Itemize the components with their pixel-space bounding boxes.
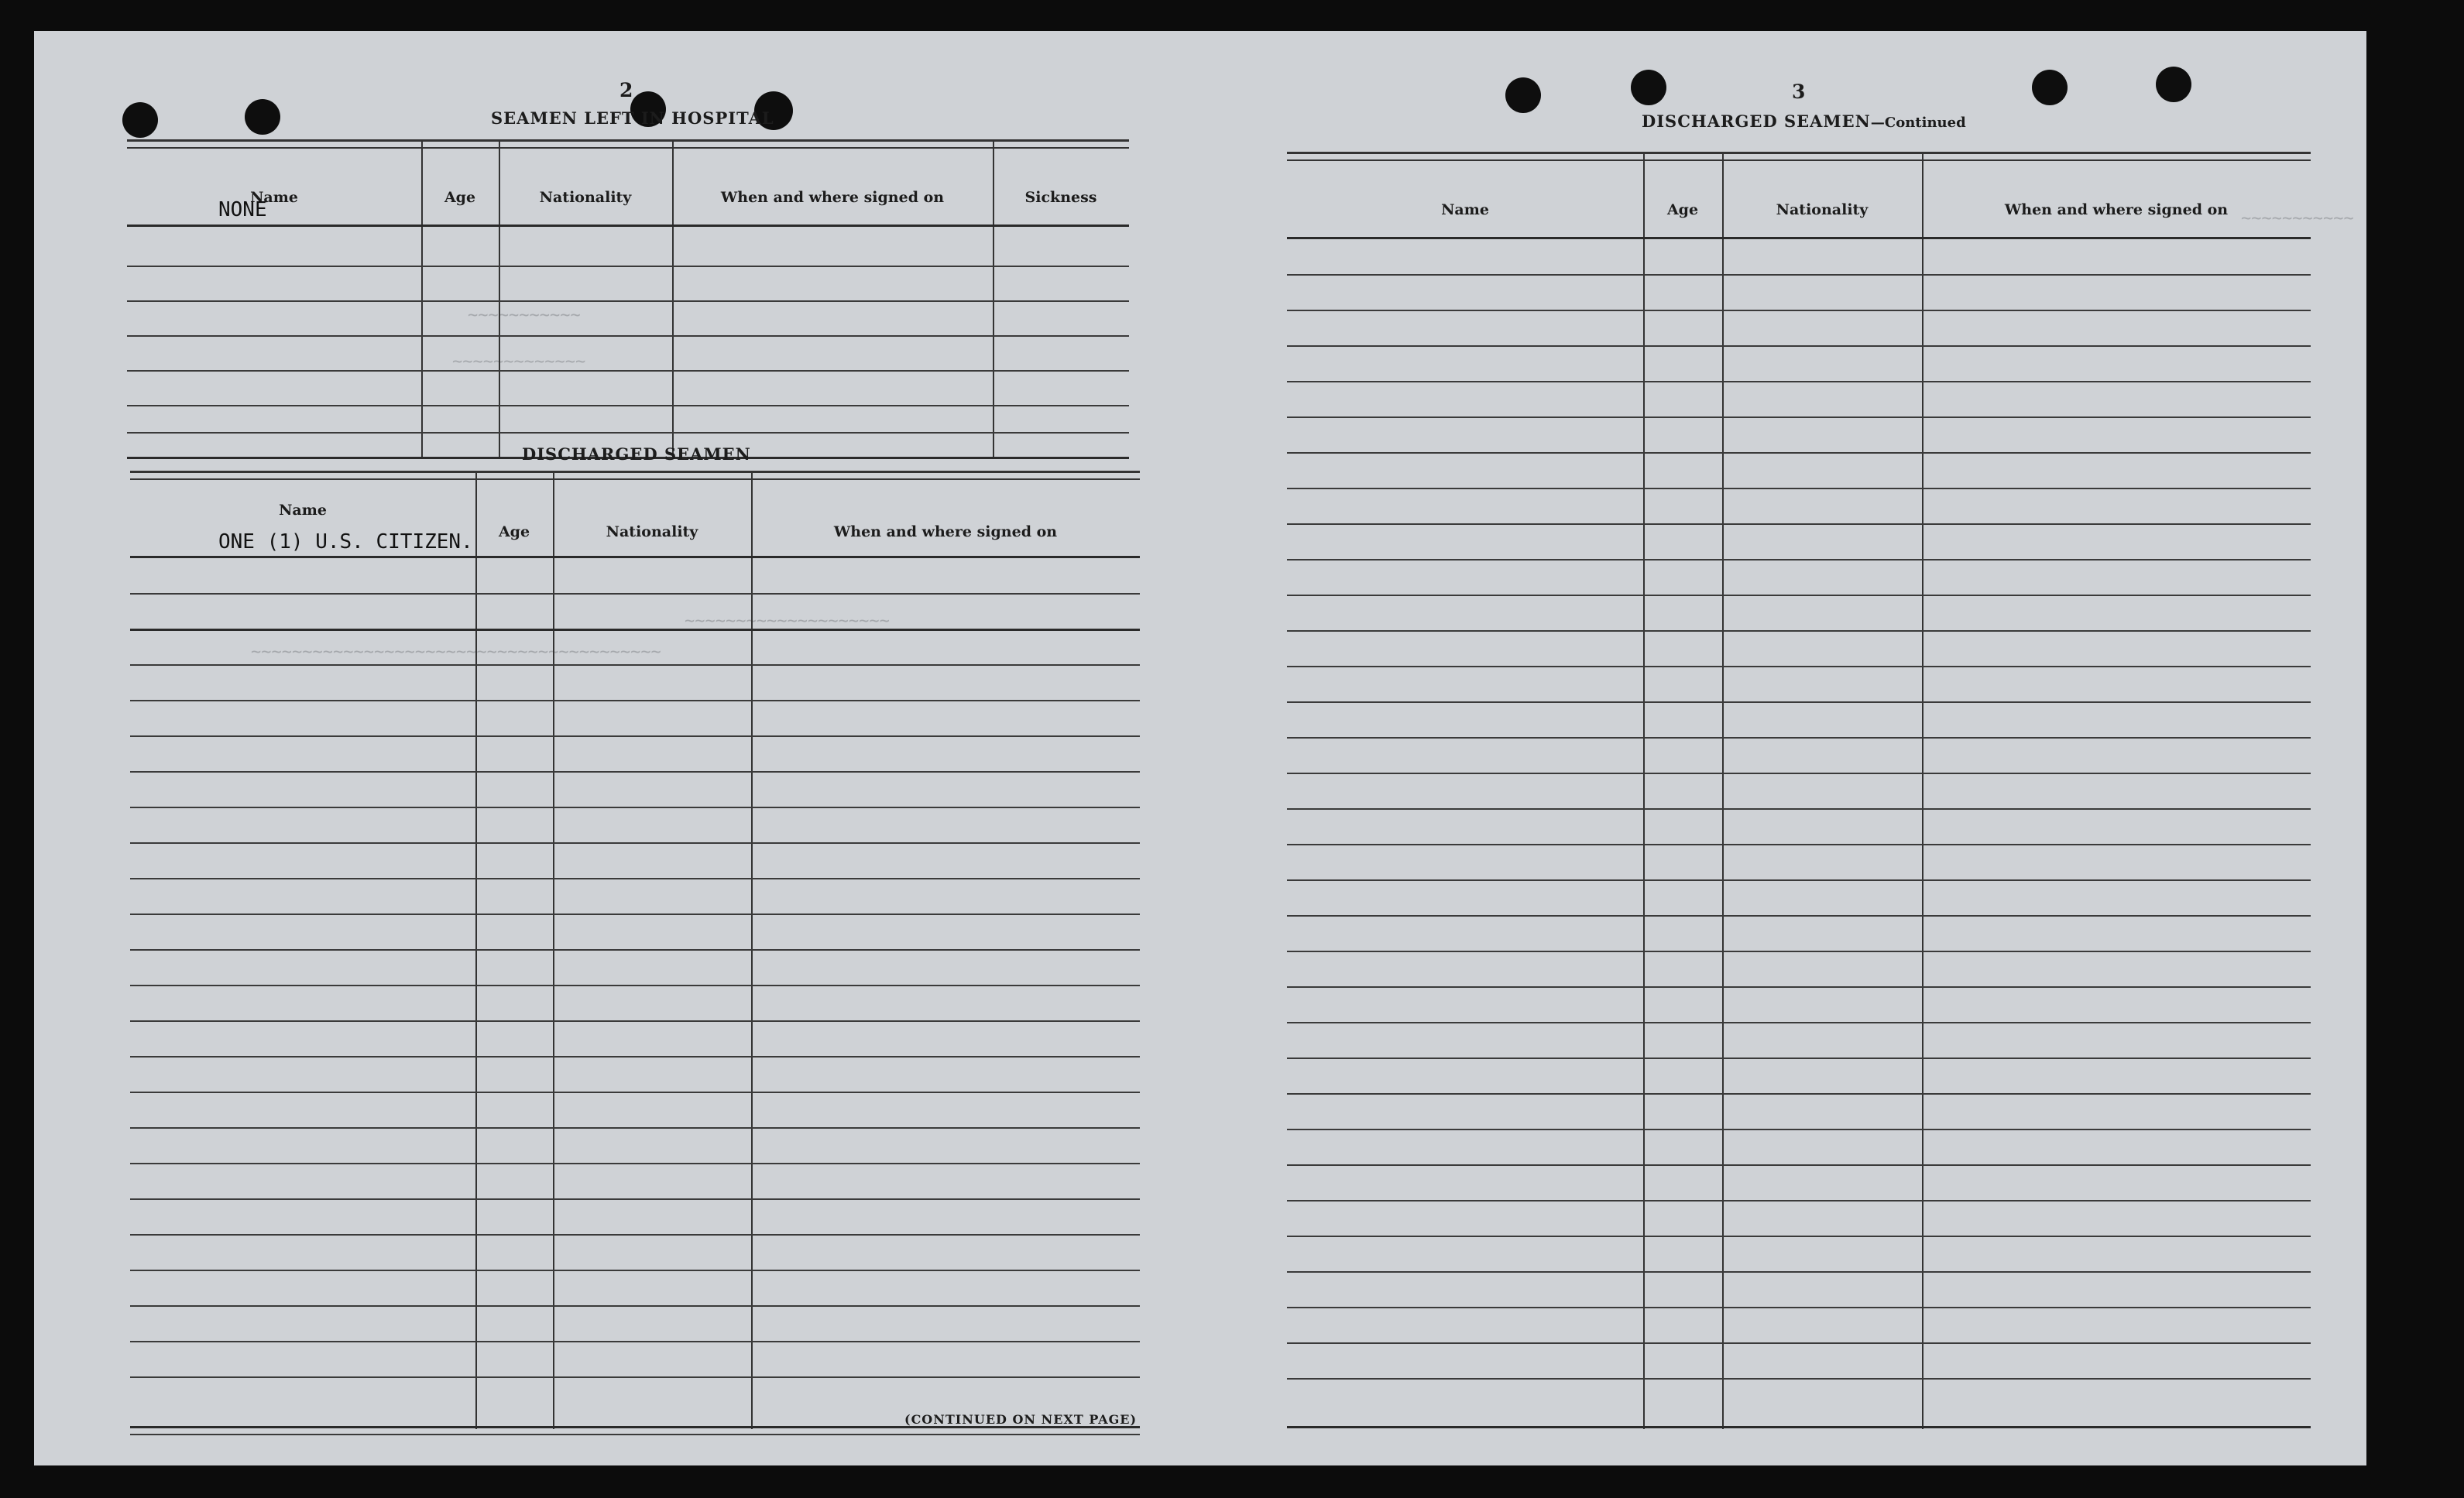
column-header-when-where-signed-on: When and where signed on [720,189,945,206]
page-number: 3 [1792,81,1806,103]
punch-hole [122,102,158,138]
column-header-nationality: Nationality [1776,201,1869,218]
punch-hole [2156,67,2191,102]
column-header-sickness: Sickness [1024,189,1097,206]
bleed-through-text: ~~~~~~~~~~~ [2241,209,2354,228]
column-header-age: Age [498,523,530,540]
discharged-seamen-table [130,471,1140,1435]
punch-hole [1631,70,1666,105]
document-page [34,31,2366,1465]
section-title-discharged-seamen: DISCHARGED SEAMEN [522,444,751,464]
discharged-seamen-continued-table [1287,152,2311,1429]
column-header-when-where-signed-on: When and where signed on [833,523,1058,540]
punch-hole [2032,70,2068,105]
footer-continued-note: (CONTINUED ON NEXT PAGE) [904,1412,1138,1427]
column-header-nationality: Nationality [539,189,632,206]
column-header-name: Name [1441,201,1489,218]
section-title-discharged-seamen-continued [1642,111,1966,131]
entry-none: NONE [218,198,267,221]
bleed-through-text: ~~~~~~~~~~~~~ [452,352,586,372]
column-header-name: Name [279,502,327,519]
page-number: 2 [619,79,633,101]
title-continued: —Continued [1870,115,1966,131]
hospital-table [127,139,1129,458]
column-header-age: Age [444,189,476,206]
bleed-through-text: ~~~~~~~~~~~ [468,306,581,325]
bleed-through-text: ~~~~~~~~~~~~~~~~~~~~ [685,612,890,631]
section-title-seamen-left-in-hospital: SEAMEN LEFT IN HOSPITAL [491,108,774,128]
title-main: DISCHARGED SEAMEN [1642,111,1871,131]
entry-discharged: ONE (1) U.S. CITIZEN. [218,530,473,554]
column-header-when-where-signed-on: When and where signed on [2004,201,2229,218]
column-header-nationality: Nationality [606,523,698,540]
punch-hole [1505,77,1541,113]
bleed-through-text: ~~~~~~~~~~~~~~~~~~~~~~~~~~~~~~~~~~~~~~~~ [251,643,661,662]
punch-hole [245,99,280,135]
column-header-age: Age [1666,201,1699,218]
column-header-name: Name [250,189,298,206]
